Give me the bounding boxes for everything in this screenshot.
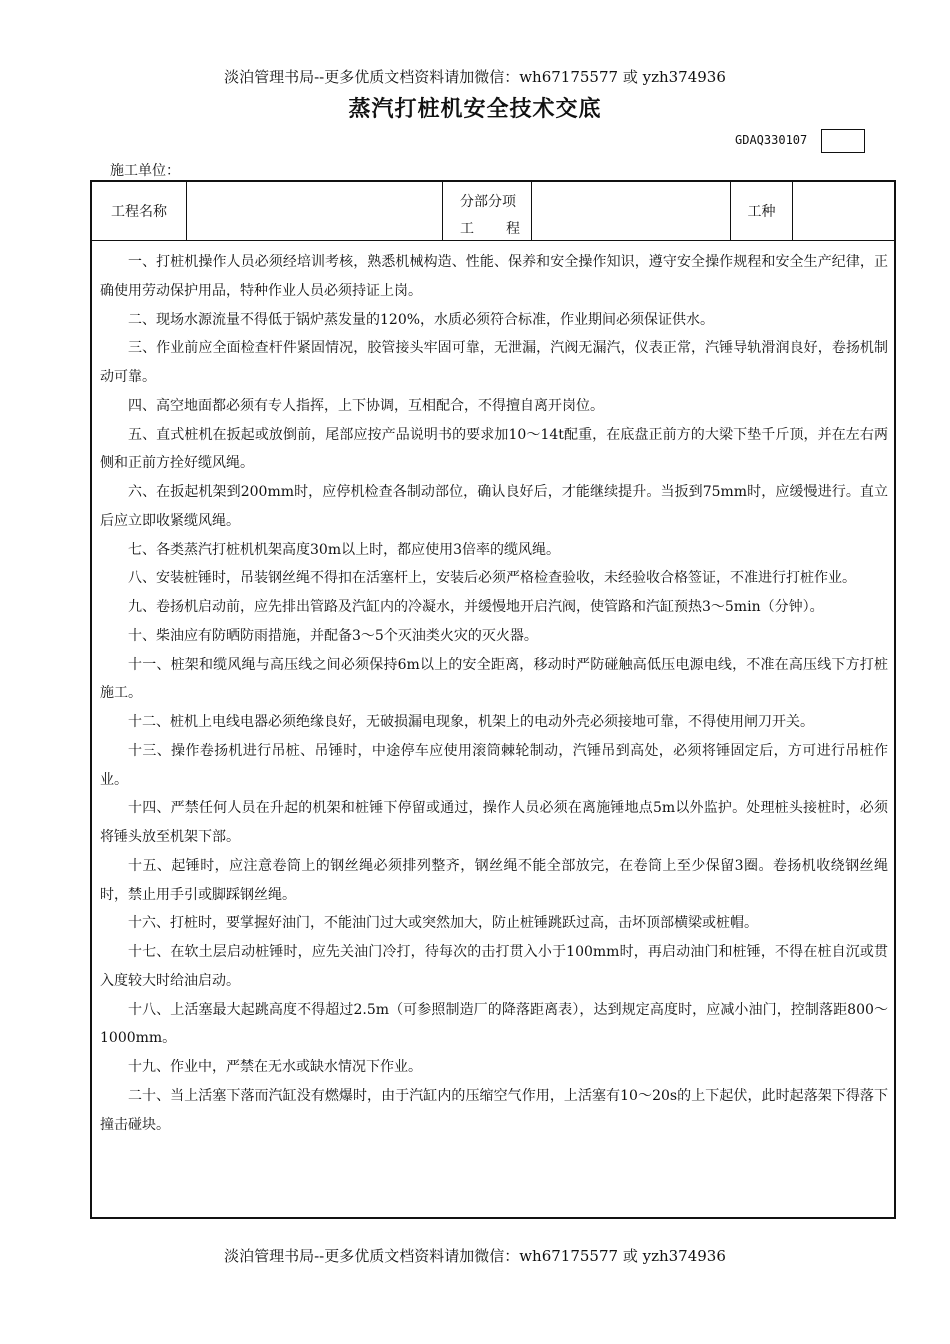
document-code-box: [821, 129, 865, 153]
document-title: 蒸汽打桩机安全技术交底: [348, 97, 602, 122]
safety-item: 八、安装桩锤时，吊装钢丝绳不得扣在活塞杆上，安装后必须严格检查验收，未经验收合格签证，不准进行打桩作业。: [128, 570, 856, 587]
sub-project-label-char-a: 工: [460, 221, 474, 237]
safety-items-body: [100, 248, 888, 1139]
safety-item: 七、各类蒸汽打桩机机架高度30m以上时，都应使用3倍率的缆风绳。: [128, 541, 560, 558]
sub-project-label-char-b: 程: [506, 221, 520, 237]
safety-item: 十四、严禁任何人员在升起的机架和桩锤下停留或通过，操作人员必须在离施锤地点5m以外监护。处理桩头接桩时，必须将锤头放至机架下部。: [100, 800, 888, 845]
safety-item: 三、作业前应全面检查杆件紧固情况，胶管接头牢固可靠，无泄漏，汽阀无漏汽，仪表正常，汽锤导轨滑润良好，卷扬机制动可靠。: [100, 340, 888, 385]
safety-item: 十六、打桩时，要掌握好油门，不能油门过大或突然加大，防止桩锤跳跃过高，击坏顶部横梁或桩帽。: [128, 915, 758, 932]
safety-item: 五、直式桩机在扳起或放倒前，尾部应按产品说明书的要求加10～14t配重，在底盘正前方的大梁下垫千斤顶，并在左右两侧和正前方拴好缆风绳。: [100, 426, 888, 472]
safety-item: 十二、桩机上电线电器必须绝缘良好，无破损漏电现象，机架上的电动外壳必须接地可靠，不得使用闸刀开关。: [128, 714, 814, 730]
construction-unit-label: 施工单位：: [110, 163, 180, 179]
safety-item: 二十、当上活塞下落而汽缸没有燃爆时，由于汽缸内的压缩空气作用，上活塞有10～20s的上下起伏，此时起落架下得落下撞击碰块。: [100, 1087, 888, 1133]
document-code: GDAQ330107: [735, 133, 808, 147]
project-name-label: [92, 182, 187, 240]
safety-item: 二、现场水源流量不得低于锅炉蒸发量的120%，水质必须符合标准，作业期间必须保证供水。: [128, 311, 715, 328]
table-header-row: [92, 182, 894, 241]
safety-item: 十五、起锤时，应注意卷筒上的钢丝绳必须排列整齐，钢丝绳不能全部放完，在卷筒上至少保留3圈。卷扬机收绕钢丝绳时，禁止用手引或脚踩钢丝绳。: [100, 857, 888, 903]
safety-item: 十三、操作卷扬机进行吊桩、吊锤时，中途停车应使用滚筒棘轮制动，汽锤吊到高处，必须将锤固定后，方可进行吊桩作业。: [100, 742, 888, 788]
safety-item: 九、卷扬机启动前，应先排出管路及汽缸内的冷凝水，并缓慢地开启汽阀，使管路和汽缸预热3～5min（分钟）。: [128, 599, 824, 615]
sub-project-label: [443, 182, 532, 240]
safety-item: 一、打桩机操作人员必须经培训考核，熟悉机械构造、性能、保养和安全操作知识，遵守安全操作规程和安全生产纪律，正确使用劳动保护用品，特种作业人员必须持证上岗。: [100, 254, 888, 299]
header-watermark-note: 淡泊管理书局--更多优质文档资料请加微信：wh67175577 或 yzh374936: [224, 68, 726, 86]
safety-item: 十一、桩架和缆风绳与高压线之间必须保持6m以上的安全距离，移动时严防碰触高低压电源电线，不准在高压线下方打桩施工。: [100, 656, 888, 702]
sub-project-label-line2: [460, 218, 520, 238]
trade-field[interactable]: [793, 182, 894, 240]
safety-item: 四、高空地面都必须有专人指挥，上下协调，互相配合，不得擅自离开岗位。: [128, 397, 604, 414]
sub-project-field[interactable]: [532, 182, 731, 240]
disclosure-table: [90, 180, 896, 1219]
safety-item: 十八、上活塞最大起跳高度不得超过2.5m（可参照制造厂的降落距离表），达到规定高度时，应减小油门，控制落距800～1000mm。: [100, 1001, 888, 1047]
footer-watermark-note: 淡泊管理书局--更多优质文档资料请加微信：wh67175577 或 yzh374936: [224, 1247, 726, 1265]
trade-label: [731, 182, 793, 240]
safety-item: 十七、在软土层启动桩锤时，应先关油门冷打，待每次的击打贯入小于100mm时，再启动油门和桩锤，不得在桩自沉或贯入度较大时给油启动。: [100, 944, 888, 989]
sub-project-label-line1: 分部分项: [460, 194, 516, 210]
trade-label-text: 工种: [747, 204, 776, 220]
safety-item: 十、柴油应有防晒防雨措施，并配备3～5个灭油类火灾的灭火器。: [128, 627, 538, 644]
project-name-field[interactable]: [187, 182, 443, 240]
safety-item: 六、在扳起机架到200mm时，应停机检查各制动部位，确认良好后，才能继续提升。当扳到75mm时，应缓慢进行。直立后应立即收紧缆风绳。: [100, 484, 888, 529]
project-name-label-text: 工程名称: [111, 204, 167, 220]
safety-item: 十九、作业中，严禁在无水或缺水情况下作业。: [128, 1059, 422, 1075]
